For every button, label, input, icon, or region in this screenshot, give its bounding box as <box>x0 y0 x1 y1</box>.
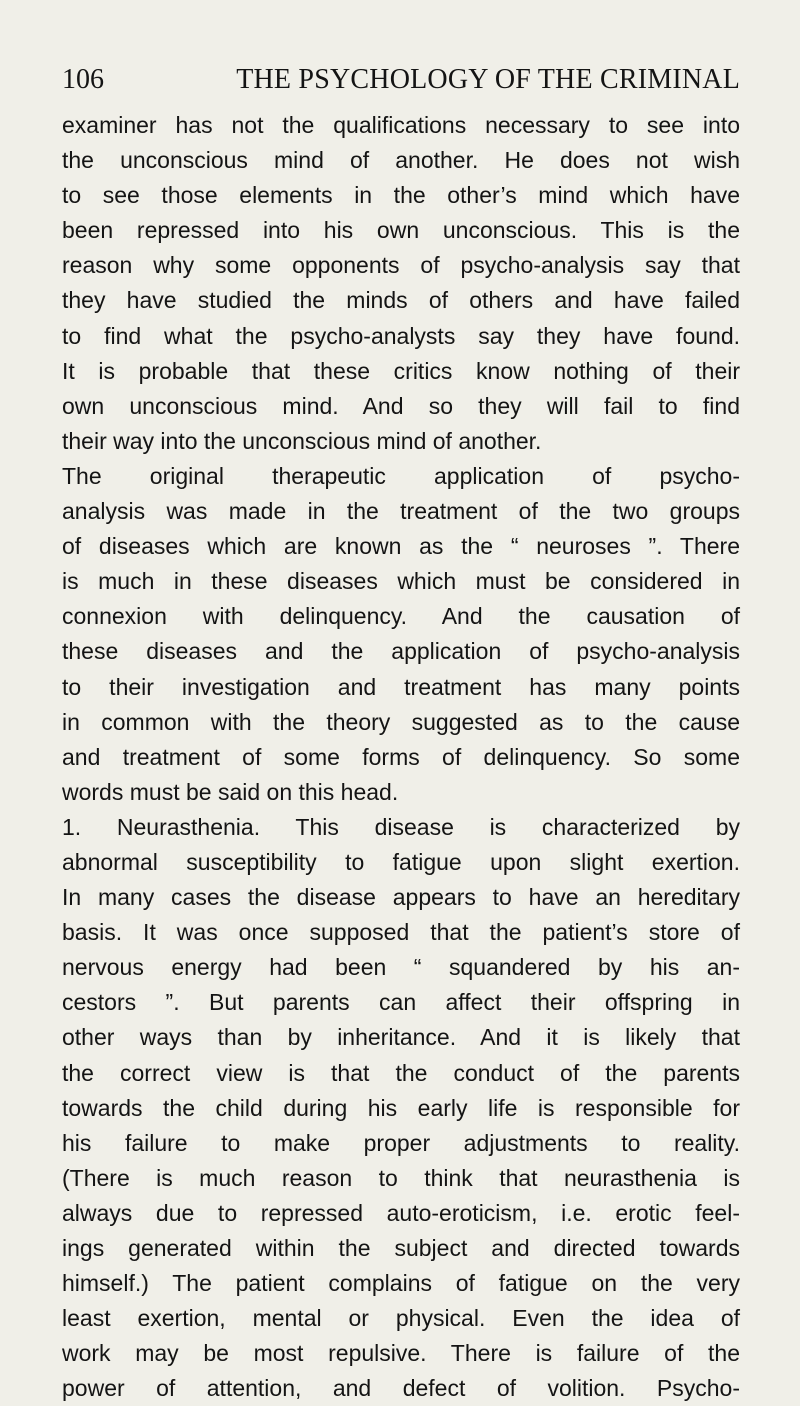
text-line: least exertion, mental or physical. Even the idea of <box>62 1305 740 1332</box>
body-text <box>62 108 740 1406</box>
text-line: own unconscious mind. And so they will fail to find <box>62 392 740 419</box>
text-line: work may be most repulsive. There is failure of the <box>62 1340 740 1367</box>
text-line: examiner has not the qualifications necessary to see into <box>62 112 740 138</box>
text-line: In many cases the disease appears to have an hereditary <box>62 884 740 911</box>
text-line: words must be said on this head. <box>62 778 399 805</box>
text-line: to see those elements in the other’s mind which have <box>62 182 740 209</box>
text-line: always due to repressed auto-eroticism, i.e. erotic feel- <box>62 1199 740 1226</box>
text-line: these diseases and the application of psycho-analysis <box>62 638 740 665</box>
text-line: analysis was made in the treatment of the two groups <box>62 498 740 525</box>
text-line: towards the child during his early life is responsible for <box>62 1094 740 1121</box>
text-line: other ways than by inheritance. And it is likely that <box>62 1024 740 1051</box>
text-line: in common with the theory suggested as to the cause <box>62 708 740 735</box>
text-line: 1. Neurasthenia. This disease is characterized by <box>62 813 740 840</box>
text-line: reason why some opponents of psycho-analysis say that <box>62 252 740 279</box>
running-head <box>62 60 740 100</box>
text-line: the unconscious mind of another. He does not wish <box>62 147 740 174</box>
text-line: abnormal susceptibility to fatigue upon slight exertion. <box>62 848 740 875</box>
text-line: ings generated within the subject and directed towards <box>62 1235 740 1261</box>
text-line: their way into the unconscious mind of another. <box>62 427 542 454</box>
text-line: to find what the psycho-analysts say they have found. <box>62 322 740 349</box>
text-line: of diseases which are known as the “ neuroses ”. There <box>62 533 740 560</box>
text-line: It is probable that these critics know nothing of their <box>62 357 740 384</box>
text-line: power of attention, and defect of volition. Psycho- <box>62 1375 740 1402</box>
text-line: to their investigation and treatment has many points <box>62 673 740 700</box>
book-page <box>62 60 740 1406</box>
text-line: his failure to make proper adjustments to reality. <box>62 1129 740 1156</box>
text-line: the correct view is that the conduct of the parents <box>62 1059 740 1086</box>
text-line: himself.) The patient complains of fatigue on the very <box>62 1270 740 1297</box>
text-line: (There is much reason to think that neurasthenia is <box>62 1164 740 1191</box>
text-line: nervous energy had been “ squandered by his an- <box>62 954 740 981</box>
text-line: connexion with delinquency. And the causation of <box>62 603 740 630</box>
text-line: been repressed into his own unconscious. This is the <box>62 217 740 244</box>
text-line: and treatment of some forms of delinquency. So some <box>62 743 740 770</box>
text-line: basis. It was once supposed that the patient’s store of <box>62 919 740 946</box>
text-line: they have studied the minds of others and have failed <box>62 287 740 314</box>
text-line: The original therapeutic application of psycho- <box>62 462 740 489</box>
text-line: is much in these diseases which must be considered in <box>62 568 740 595</box>
page-number: 106 <box>62 64 104 95</box>
text-line: cestors ”. But parents can affect their offspring in <box>62 989 740 1016</box>
running-title: THE PSYCHOLOGY OF THE CRIMINAL <box>236 64 740 95</box>
